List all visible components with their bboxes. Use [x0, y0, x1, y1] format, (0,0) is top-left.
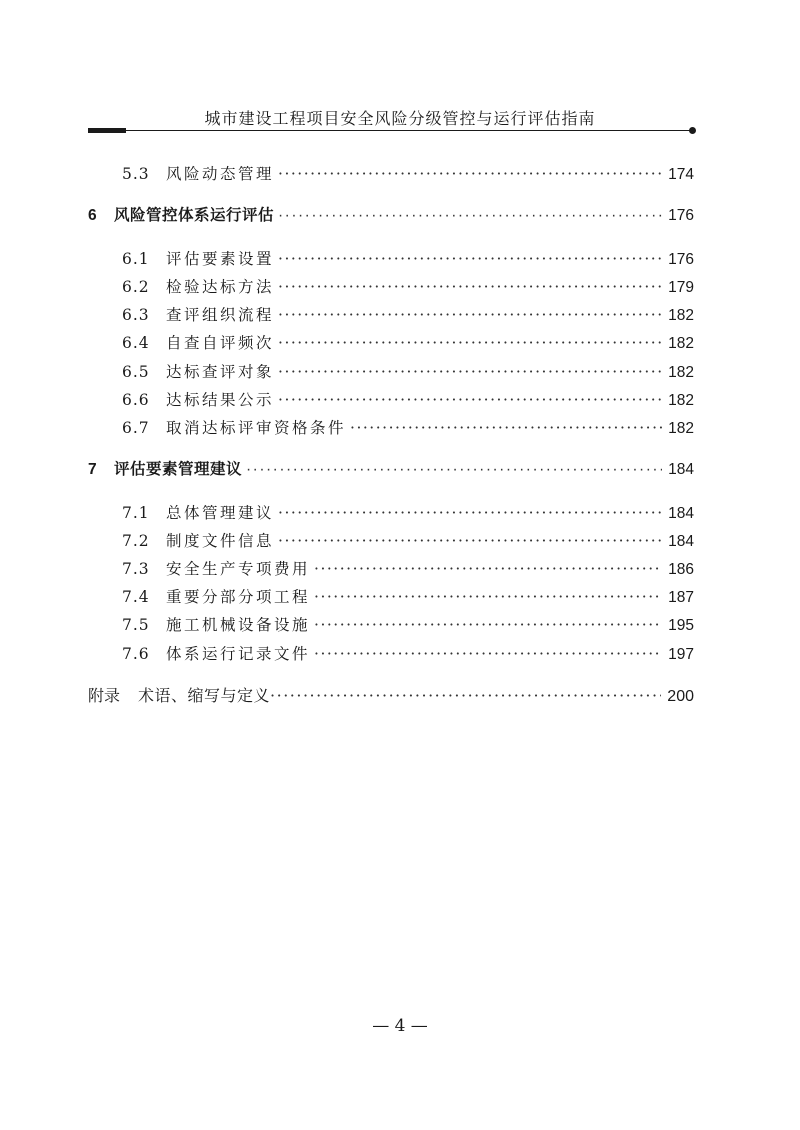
toc-entry-6-4[interactable] [122, 332, 694, 354]
toc-appendix-label: 附录 [88, 686, 121, 705]
toc-entry-number: 5.3 [122, 165, 150, 183]
toc-entry-number: 7.6 [122, 645, 150, 663]
toc-entry-number: 6.2 [122, 278, 150, 296]
toc-entry-7-5[interactable] [122, 614, 694, 636]
toc-entry-number: 6.1 [122, 250, 150, 268]
toc-entry-title: 达标结果公示 [166, 391, 275, 409]
toc-chapter-title: 风险管控体系运行评估 [114, 207, 275, 224]
page-number: — 4 — [372, 1016, 428, 1036]
toc-dot-leader [278, 304, 662, 326]
toc-dot-leader [278, 502, 662, 524]
toc-entry-title: 总体管理建议 [166, 504, 275, 522]
toc-entry-number: 6.4 [122, 334, 150, 352]
toc-chapter-page: 176 [668, 207, 694, 224]
toc-dot-leader [270, 685, 661, 707]
toc-entry-6-1[interactable] [122, 248, 694, 270]
toc-dot-leader [314, 614, 662, 636]
toc-chapter-7[interactable] [88, 459, 694, 481]
toc-dot-leader [278, 276, 662, 298]
toc-entry-page: 179 [668, 279, 694, 296]
toc-dot-leader [314, 558, 662, 580]
toc-entry-number: 7.5 [122, 616, 150, 634]
toc-chapter-number: 6 [88, 207, 97, 224]
toc-dot-leader [278, 530, 662, 552]
toc-dot-leader [278, 248, 662, 270]
toc-dot-leader [278, 361, 662, 383]
toc-entry-page: 182 [668, 364, 694, 381]
toc-entry-title: 施工机械设备设施 [166, 616, 311, 634]
toc-entry-6-7[interactable] [122, 417, 694, 439]
toc-entry-number: 6.3 [122, 306, 150, 324]
toc-entry-7-4[interactable] [122, 586, 694, 608]
toc-dot-leader [278, 163, 662, 185]
toc-appendix-page: 200 [667, 688, 694, 705]
toc-entry-page: 184 [668, 533, 694, 550]
toc-dot-leader [278, 205, 662, 227]
toc-entry-number: 6.7 [122, 419, 150, 437]
toc-entry-title: 查评组织流程 [166, 306, 275, 324]
toc-entry-page: 174 [668, 166, 694, 183]
toc-entry-page: 182 [668, 335, 694, 352]
toc-appendix-title: 术语、缩写与定义 [138, 686, 271, 705]
toc-chapter-number: 7 [88, 461, 97, 478]
toc-entry-6-3[interactable] [122, 304, 694, 326]
toc-entry-number: 7.4 [122, 588, 150, 606]
toc-dot-leader [278, 389, 662, 411]
toc-entry-page: 182 [668, 420, 694, 437]
toc-entry-page: 187 [668, 589, 694, 606]
toc-entry-title: 重要分部分项工程 [166, 588, 311, 606]
toc-entry-page: 197 [668, 646, 694, 663]
running-header: 城市建设工程项目安全风险分级管控与运行评估指南 [204, 109, 596, 128]
toc-entry-7-2[interactable] [122, 530, 694, 552]
toc-entry-number: 7.2 [122, 532, 150, 550]
toc-dot-leader [314, 643, 662, 665]
toc-entry-page: 184 [668, 505, 694, 522]
toc-entry-7-1[interactable] [122, 502, 694, 524]
toc-entry-page: 182 [668, 307, 694, 324]
toc-entry-6-2[interactable] [122, 276, 694, 298]
toc-entry-title: 体系运行记录文件 [166, 645, 311, 663]
toc-entry-title: 评估要素设置 [166, 250, 275, 268]
toc-dot-leader [278, 332, 662, 354]
toc-chapter-page: 184 [668, 461, 694, 478]
toc-entry-page: 182 [668, 392, 694, 409]
toc-chapter-6[interactable] [88, 205, 694, 227]
toc-entry-page: 176 [668, 251, 694, 268]
toc-entry-page: 186 [668, 561, 694, 578]
toc-entry-title: 风险动态管理 [166, 165, 275, 183]
toc-entry-page: 195 [668, 617, 694, 634]
toc-dot-leader [314, 586, 662, 608]
toc-entry-7-3[interactable] [122, 558, 694, 580]
toc-entry-title: 制度文件信息 [166, 532, 275, 550]
toc-entry-6-5[interactable] [122, 361, 694, 383]
toc-entry-number: 6.5 [122, 363, 150, 381]
toc-entry-title: 安全生产专项费用 [166, 560, 311, 578]
toc-chapter-title: 评估要素管理建议 [114, 461, 243, 478]
toc-dot-leader [246, 459, 662, 481]
toc-entry-number: 7.1 [122, 504, 150, 522]
toc-entry-title: 达标查评对象 [166, 363, 275, 381]
toc-entry-title: 自查自评频次 [166, 334, 275, 352]
toc-entry-title: 取消达标评审资格条件 [166, 419, 347, 437]
toc-entry-number: 6.6 [122, 391, 150, 409]
toc-appendix[interactable] [88, 685, 694, 707]
toc-entry-6-6[interactable] [122, 389, 694, 411]
toc-entry-title: 检验达标方法 [166, 278, 275, 296]
toc-entry-7-6[interactable] [122, 643, 694, 665]
toc-dot-leader [350, 417, 662, 439]
toc-entry-5-3[interactable] [122, 163, 694, 185]
toc-entry-number: 7.3 [122, 560, 150, 578]
